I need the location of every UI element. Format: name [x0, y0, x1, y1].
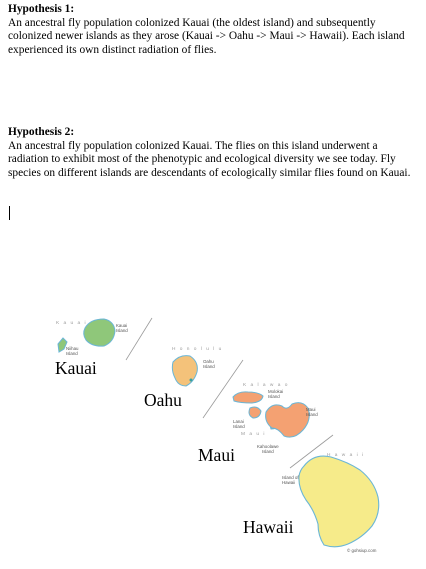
maui-island-label-2: Island [306, 412, 318, 417]
hawaii-island-label-1: Island of [282, 475, 299, 480]
oahu-island-shape [172, 356, 197, 386]
maui-island-shape [266, 403, 310, 437]
map-credit: © gohsiup.com [347, 548, 377, 553]
oahu-label: Oahu [144, 390, 182, 410]
hypothesis-2-heading: Hypothesis 2: [8, 126, 75, 138]
honolulu-county-label: H o n o l u l u [172, 347, 223, 352]
hawaii-label: Hawaii [243, 517, 294, 537]
maui-island-label-1: Maui [306, 407, 316, 412]
hypothesis-2 [8, 126, 420, 180]
kauai-island-shape [84, 319, 115, 346]
lanai-island-label-1: Lanai [233, 419, 244, 424]
hawaii-island-shape [299, 456, 379, 547]
maui-label: Maui [198, 445, 235, 465]
hypothesis-1-heading: Hypothesis 1: [8, 3, 75, 15]
molokai-island-label-2: Island [268, 394, 280, 399]
lanai-island-shape [249, 407, 261, 418]
kauai-island-label-2: Island [116, 328, 128, 333]
kahoolawe-island-label-1: Kahoolawe [257, 444, 279, 449]
maui-county-label: M a u i [241, 432, 266, 437]
hypothesis-1-text: An ancestral fly population colonized Kauai (the oldest island) and subsequently colonized newer islands as they arose (Kauai -> Oahu -> Maui -> Hawaii). Each island experienced its own distinct radiation of flies. [8, 16, 405, 56]
hawaii-island-label-2: Hawaii [282, 480, 296, 485]
kalawao-county-label: K a l a w a o [243, 383, 289, 388]
lanai-island-label-2: Island [233, 424, 245, 429]
oahu-island-label-1: Oahu [203, 359, 214, 364]
kauai-island-label-1: Kauai [116, 323, 128, 328]
hawaii-county-label: H a w a i i [327, 453, 365, 458]
hypothesis-1 [8, 3, 420, 57]
niihau-island-label-2: Island [66, 351, 78, 356]
molokai-island-label-1: Molokai [268, 389, 284, 394]
honolulu-dot [190, 379, 193, 382]
oahu-island-label-2: Island [203, 364, 215, 369]
hypothesis-2-text: An ancestral fly population colonized Kauai. The flies on this island underwent a radiation to exhibit most of the phenotypic and ecological diversity we see today. Fly species on different islands are descendants of ecologically similar flies found on Kauai. [8, 139, 411, 179]
niihau-island-label-1: Niihau [66, 346, 79, 351]
divider-line [126, 318, 152, 360]
map-graphic [0, 300, 426, 564]
kahoolawe-island-label-2: Island [262, 449, 274, 454]
text-cursor[interactable] [9, 206, 10, 220]
kauai-county-label: K a u a i [56, 321, 88, 326]
hawaii-islands-map [0, 300, 426, 564]
molokai-island-shape [233, 392, 263, 403]
kauai-label: Kauai [55, 358, 97, 378]
